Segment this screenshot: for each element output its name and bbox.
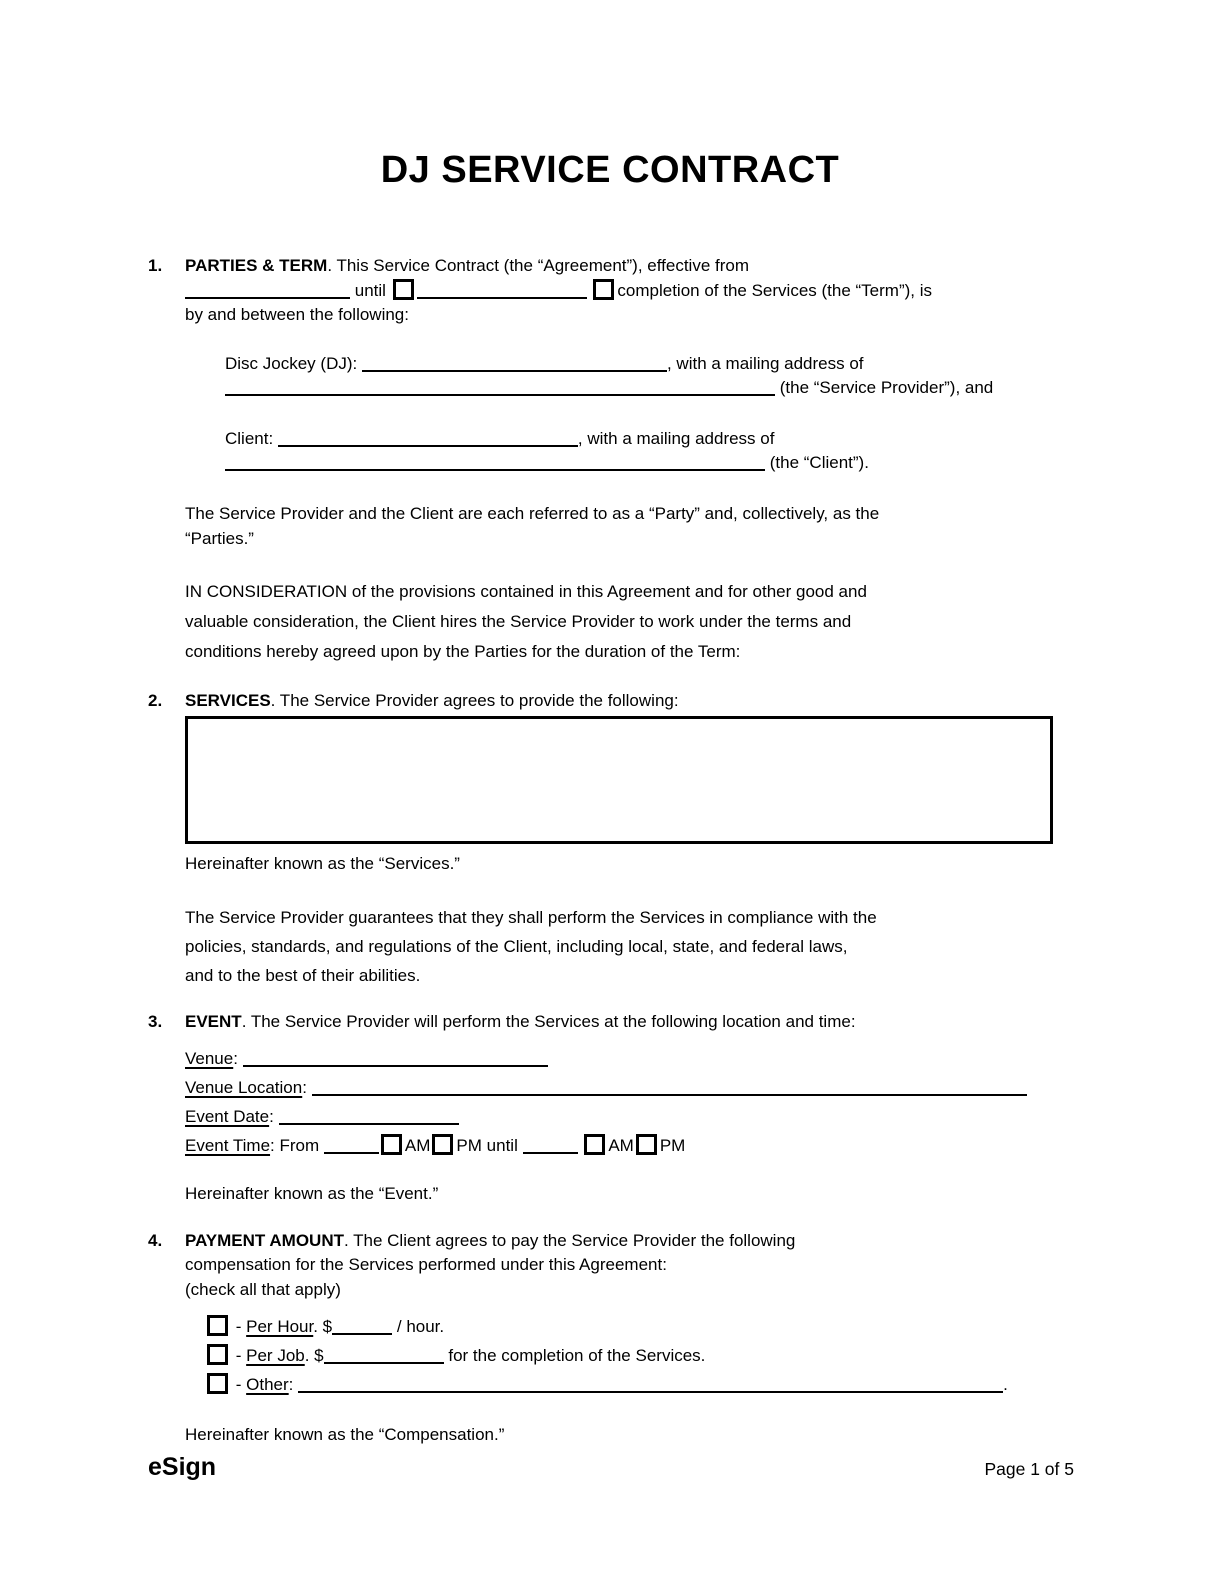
- services-intro: [185, 689, 1072, 714]
- event-time-until-field[interactable]: [523, 1138, 578, 1154]
- venue-location-field[interactable]: [312, 1080, 1027, 1096]
- section-heading: EVENT: [185, 1011, 242, 1031]
- colon: :: [269, 1107, 274, 1126]
- dj-label: Disc Jockey (DJ):: [225, 353, 358, 373]
- am-label: AM: [404, 1136, 431, 1155]
- section-body: [185, 1010, 1072, 1207]
- dj-name-field[interactable]: [362, 356, 667, 372]
- text-line: compensation for the Services performed under this Agreement:: [185, 1255, 667, 1274]
- until-am-checkbox[interactable]: [584, 1134, 605, 1155]
- other-label: Other: [246, 1375, 289, 1394]
- section-body: [185, 689, 1072, 990]
- per-hour-checkbox[interactable]: [207, 1315, 228, 1336]
- text-run: . The Service Provider agrees to provide the following:: [270, 690, 679, 710]
- from-label: From: [279, 1136, 320, 1155]
- esign-logo: eSign: [148, 1453, 217, 1481]
- per-hour-option-row: [205, 1312, 1072, 1341]
- parties-term-intro: [185, 254, 1072, 328]
- per-job-label: Per Job: [246, 1346, 305, 1365]
- other-checkbox[interactable]: [207, 1373, 228, 1394]
- per-hour-rate-field[interactable]: [332, 1319, 392, 1335]
- text-run: for the completion of the Services.: [448, 1346, 706, 1365]
- payment-hereinafter: Hereinafter known as the “Compensation.”: [185, 1425, 505, 1444]
- venue-label: Venue: [185, 1049, 234, 1068]
- text-line: The Service Provider and the Client are each referred to as a “Party” and, collectively, as the: [185, 503, 880, 523]
- until-pm-checkbox[interactable]: [636, 1134, 657, 1155]
- disc-jockey-block: [225, 352, 1072, 401]
- page-number: Page 1 of 5: [984, 1459, 1074, 1479]
- services-guarantee-paragraph: [185, 903, 1072, 990]
- event-date-label: Event Date: [185, 1107, 270, 1126]
- event-intro: [185, 1010, 1072, 1035]
- text-line: The Service Provider guarantees that they shall perform the Services in compliance with the: [185, 907, 877, 927]
- section-services: [148, 689, 1072, 990]
- section-body: [185, 1229, 1072, 1448]
- until-date-field[interactable]: [417, 283, 587, 299]
- text-run: :: [288, 1375, 294, 1394]
- text-run: . This Service Contract (the “Agreement”), effective from: [327, 256, 750, 275]
- event-date-field[interactable]: [279, 1109, 459, 1125]
- section-number: 4.: [148, 1230, 163, 1250]
- text-line: policies, standards, and regulations of the Client, including local, state, and federal laws,: [185, 936, 848, 956]
- section-body: [185, 254, 1072, 667]
- section-heading: PAYMENT AMOUNT: [185, 1230, 344, 1250]
- other-compensation-field[interactable]: [298, 1377, 1003, 1393]
- colon: :: [233, 1049, 238, 1068]
- text-run: .: [1003, 1375, 1008, 1394]
- section-heading: PARTIES & TERM: [185, 256, 328, 275]
- text-line: (check all that apply): [185, 1279, 341, 1299]
- event-time-label: Event Time: [185, 1136, 271, 1155]
- text-run: . The Service Provider will perform the Services at the following location and time:: [241, 1011, 856, 1031]
- client-block: [225, 427, 1072, 476]
- event-time-from-field[interactable]: [324, 1138, 379, 1154]
- pm-label: PM: [659, 1136, 686, 1155]
- colon: :: [302, 1078, 307, 1097]
- text-line: IN CONSIDERATION of the provisions contained in this Agreement and for other good and: [185, 581, 867, 601]
- text-run: until: [354, 280, 386, 300]
- text-line: valuable consideration, the Client hires the Service Provider to work under the terms and: [185, 611, 852, 631]
- per-hour-label: Per Hour: [246, 1317, 314, 1336]
- dj-address-field[interactable]: [225, 380, 775, 396]
- document-title: DJ SERVICE CONTRACT: [380, 149, 840, 191]
- page-footer: [148, 1455, 1074, 1482]
- text-line: and to the best of their abilities.: [185, 965, 421, 985]
- per-job-checkbox[interactable]: [207, 1344, 228, 1365]
- section-number: 3.: [148, 1011, 163, 1031]
- text-line: “Parties.”: [185, 528, 254, 548]
- client-label: Client:: [225, 428, 274, 448]
- pm-label: PM: [456, 1136, 482, 1155]
- completion-of-services-checkbox[interactable]: [593, 279, 614, 300]
- from-am-checkbox[interactable]: [381, 1134, 402, 1155]
- other-option-row: [205, 1370, 1072, 1399]
- until-label: until: [486, 1136, 518, 1155]
- per-job-amount-field[interactable]: [324, 1348, 444, 1364]
- text-line: . The Client agrees to pay the Service Provider the following: [344, 1230, 796, 1250]
- text-run: by and between the following:: [185, 305, 409, 324]
- client-name-field[interactable]: [278, 431, 578, 447]
- text-run: completion of the Services (the “Term”), is: [617, 280, 932, 300]
- text-run: / hour.: [396, 1317, 445, 1336]
- client-address-field[interactable]: [225, 455, 765, 471]
- event-hereinafter: Hereinafter known as the “Event.”: [185, 1184, 439, 1203]
- section-number: 2.: [148, 690, 163, 710]
- effective-date-field[interactable]: [185, 283, 350, 299]
- services-description-box[interactable]: [185, 716, 1053, 844]
- text-run: (the “Client”).: [769, 453, 869, 472]
- section-event: [148, 1010, 1072, 1207]
- dash: -: [235, 1346, 242, 1365]
- parties-definition-paragraph: [185, 501, 1072, 551]
- colon: :: [270, 1136, 275, 1155]
- text-run: . $: [313, 1317, 333, 1336]
- section-number: 1.: [148, 256, 163, 275]
- text-run: , with a mailing address of: [666, 353, 864, 373]
- text-run: (the “Service Provider”), and: [779, 378, 994, 397]
- text-run: . $: [304, 1346, 324, 1365]
- from-pm-checkbox[interactable]: [432, 1134, 453, 1155]
- section-payment-amount: [148, 1229, 1072, 1448]
- venue-field[interactable]: [243, 1051, 548, 1067]
- section-heading: SERVICES: [185, 690, 271, 710]
- event-details-fields: [185, 1044, 1072, 1160]
- venue-location-label: Venue Location: [185, 1078, 303, 1097]
- text-run: , with a mailing address of: [577, 428, 775, 448]
- until-date-checkbox[interactable]: [393, 279, 414, 300]
- payment-intro: [185, 1229, 1072, 1303]
- dash: -: [235, 1317, 242, 1336]
- consideration-paragraph: [185, 577, 1072, 667]
- am-label: AM: [608, 1136, 634, 1155]
- per-job-option-row: [205, 1341, 1072, 1370]
- services-hereinafter: Hereinafter known as the “Services.”: [185, 854, 460, 873]
- text-line: conditions hereby agreed upon by the Parties for the duration of the Term:: [185, 641, 741, 661]
- section-parties-term: [148, 254, 1072, 667]
- dash: -: [235, 1375, 242, 1394]
